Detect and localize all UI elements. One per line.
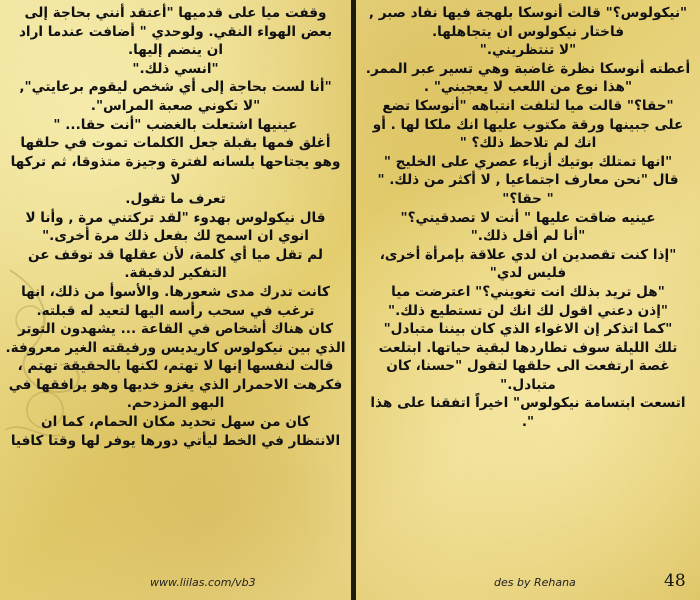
text-line: عينيه ضاقت عليها " أنت لا تصدقيني؟" <box>400 209 656 226</box>
text-line: "حقا؟" قالت ميا لتلفت انتباهه "أنوسكا تضع <box>382 97 674 114</box>
text-line: " حقا؟" <box>502 190 554 207</box>
text-line: اتسعت ابتسامة نيكولوس" اخيراً اتفقنا على هذا <box>370 395 686 412</box>
designer-credit: des by Rehana <box>494 576 576 589</box>
text-line: ترغب في سحب رأسه اليها لتعيد له قبلته. <box>36 302 315 319</box>
text-line: "نيكولوس؟" قالت أنوسكا بلهجة فيها نفاد صبر , <box>368 5 688 21</box>
text-line: وهو يجتاحها بلسانه لفترة وجيزة متذوقا، ثم تركها لا <box>10 153 341 189</box>
text-line: "انسي ذلك." <box>132 60 219 77</box>
text-line: وقفت ميا على قدميها "أعتقد أنني بحاجة إلى <box>24 5 327 21</box>
text-line: انك لم تلاحظ ذلك؟ " <box>459 135 597 152</box>
text-line: "لا تكوني صعبة المراس". <box>90 97 261 114</box>
text-line: كانت تدرك مدى شعورها. والأسوأ من ذلك، انها <box>21 283 330 300</box>
text-line: فاختار نيكولوس ان يتجاهلها. <box>432 23 624 40</box>
text-line: البهو المزدحم. <box>126 395 225 412</box>
text-line: "كما اتذكر إن الاغواء الذي كان بيننا متبادل" <box>383 321 673 338</box>
text-line: أغلق فمها بقبلة جعل الكلمات تموت في حلقها <box>20 135 331 152</box>
text-line: عينيها اشتعلت بالغضب "أنت حقا... " <box>53 116 298 133</box>
text-line: على جبينها ورقة مكتوب عليها انك ملكا لها . أو <box>372 116 684 133</box>
text-line: الانتظار في الخط ليأتي دورها يوفر لها وقتا كافيا <box>10 432 341 449</box>
text-line: فليس لدي" <box>489 265 567 282</box>
text-line: كان هناك أشخاص في القاعة ... يشهدون التوتر <box>17 321 334 338</box>
text-line: بعض الهواء النقي. ولوحدي " أضافت عندما اراد <box>18 23 333 40</box>
text-line: "إذن دعني اقول لك انك لن تستطيع ذلك." <box>388 302 668 319</box>
right-text-column <box>360 4 696 432</box>
text-line: التفكير لدقيقة. <box>124 265 227 282</box>
text-line: قال "نحن معارف اجتماعيا , لا أكثر من ذلك. " <box>377 172 679 189</box>
text-line: "أنا لست بحاجة إلى أي شخص ليقوم برعايتي", <box>19 79 332 96</box>
text-line: "هذا نوع من اللعب لا يعجبني" . <box>423 79 633 96</box>
text-line: تلك الليلة سوف تطاردها لبقية حياتها. ابتلعت <box>378 339 678 356</box>
text-line: لم تقل ميا أي كلمة، لأن عقلها قد توقف عن <box>28 246 323 263</box>
column-divider <box>351 0 356 600</box>
text-line: تعرف ما تقول. <box>125 190 226 207</box>
text-line: أعطته أنوسكا نظرة غاضبة وهي تسير عبر الممر. <box>365 60 691 77</box>
text-line: قال نيكولوس بهدوء "لقد تركتني مرة , وأنا لا <box>25 209 326 226</box>
text-line: "أنا لم أقل ذلك." <box>470 228 586 245</box>
text-line: كان من سهل تحديد مكان الحمام، كما ان <box>41 414 310 431</box>
text-line: ان ينضم إليها. <box>128 42 223 59</box>
text-line: "إذا كنت تقصدين ان لدي علاقة بإمرأة أخرى، <box>379 246 677 263</box>
left-text-column <box>4 4 347 450</box>
text-line: انوي ان اسمح لك بفعل ذلك مرة أخرى." <box>42 228 309 245</box>
text-line: ". <box>521 414 535 431</box>
text-line: غصة ارتفعت الى حلقها لتقول "حسنا، كان <box>386 358 670 375</box>
text-line: الذي بين نيكولوس كاريديس ورفيقته الغير معروفة. <box>5 339 346 356</box>
text-line: قالت لنفسها إنها لا تهتم، لكنها بالحقيقة تهتم ، <box>17 358 334 375</box>
website-url: www.liilas.com/vb3 <box>150 576 256 589</box>
page-number: 48 <box>664 571 686 591</box>
text-line: "لا تنتظريني." <box>479 42 577 59</box>
text-line: متبادل." <box>500 376 556 393</box>
text-line: "انها تمتلك بوتيك أزياء عصري على الخليج " <box>383 153 673 170</box>
text-line: "هل تريد بذلك انت تغويني؟" اعترضت ميا <box>391 283 665 300</box>
text-line: فكرهت الاحمرار الذي يغزو خديها وهو يرافقها في <box>8 376 343 393</box>
